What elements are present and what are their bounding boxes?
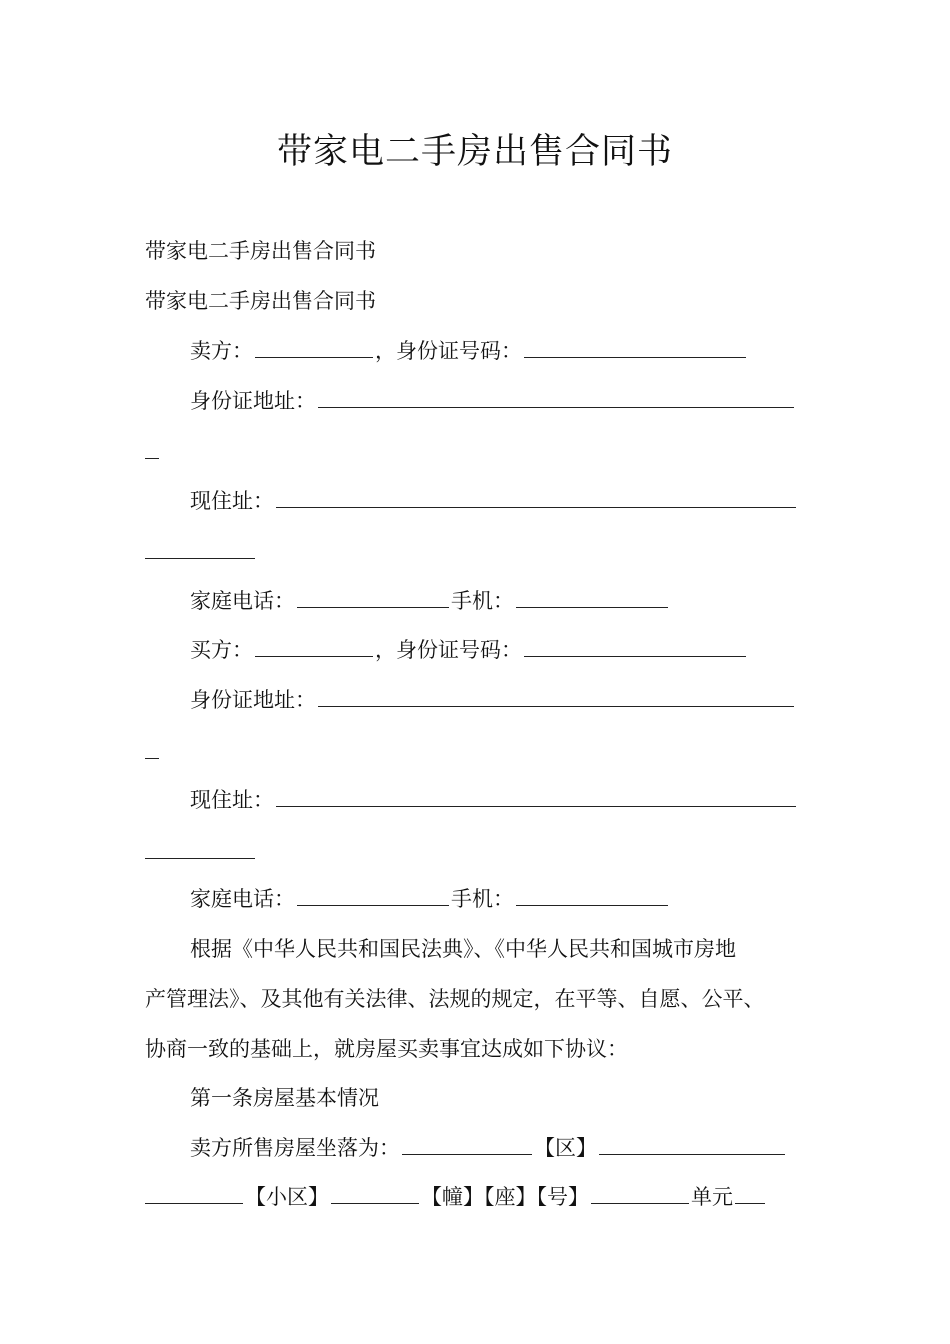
district-blank[interactable] <box>599 1134 785 1155</box>
buyer-id-address-line <box>190 685 796 715</box>
buyer-id-address-blank[interactable] <box>318 686 794 707</box>
property-location-label: 卖方所售房屋坐落为： <box>190 1136 400 1160</box>
seller-id-address-line <box>190 386 796 416</box>
property-location-line <box>190 1133 787 1163</box>
seller-id-address-label: 身份证地址： <box>190 389 316 413</box>
buyer-phone-line <box>190 884 670 914</box>
seller-current-address-blank[interactable] <box>276 487 796 508</box>
seller-name-blank[interactable] <box>255 337 373 358</box>
buyer-id-label: ，身份证号码： <box>375 638 522 662</box>
property-location-line-2 <box>145 1182 767 1212</box>
seller-label: 卖方： <box>190 339 253 363</box>
buyer-current-address-blank-wrap[interactable] <box>145 857 255 859</box>
city-blank[interactable] <box>402 1134 532 1155</box>
article-1-title: 第一条房屋基本情况 <box>190 1086 379 1110</box>
district-label: 【区】 <box>534 1136 597 1160</box>
document-title: 带家电二手房出售合同书 <box>276 132 673 172</box>
basis-paragraph-line-3: 协商一致的基础上，就房屋买卖事宜达成如下协议： <box>145 1037 628 1061</box>
buyer-current-address-line <box>190 785 798 815</box>
basis-paragraph-line-1: 根据《中华人民共和国民法典》、《中华人民共和国城市房地 <box>190 937 736 961</box>
buyer-mobile-blank[interactable] <box>516 885 668 906</box>
buyer-current-address-label: 现住址： <box>190 788 274 812</box>
buyer-mobile-label: 手机： <box>451 887 514 911</box>
subtitle-line-2: 带家电二手房出售合同书 <box>145 289 376 313</box>
seller-current-address-label: 现住址： <box>190 489 274 513</box>
subtitle-line-1: 带家电二手房出售合同书 <box>145 239 376 263</box>
buyer-home-phone-label: 家庭电话： <box>190 887 295 911</box>
seller-phone-line <box>190 586 670 616</box>
buyer-current-address-blank[interactable] <box>276 786 796 807</box>
buyer-id-address-blank-wrap[interactable] <box>145 757 159 759</box>
number-blank[interactable] <box>591 1183 689 1204</box>
community-blank[interactable] <box>331 1183 419 1204</box>
seller-id-blank[interactable] <box>524 337 746 358</box>
unit-blank[interactable] <box>735 1183 765 1204</box>
seller-id-address-blank-wrap[interactable] <box>145 457 159 459</box>
unit-label: 单元 <box>691 1185 733 1209</box>
street-blank[interactable] <box>145 1183 243 1204</box>
buyer-label: 买方： <box>190 638 253 662</box>
basis-paragraph-line-2: 产管理法》、及其他有关法律、法规的规定，在平等、自愿、公平、 <box>145 987 765 1011</box>
buyer-id-blank[interactable] <box>524 636 746 657</box>
seller-current-address-blank-wrap[interactable] <box>145 557 255 559</box>
community-label: 【小区】 <box>245 1185 329 1209</box>
seller-id-label: ，身份证号码： <box>375 339 522 363</box>
seller-home-phone-label: 家庭电话： <box>190 589 295 613</box>
seller-current-address-line <box>190 486 798 516</box>
buyer-line <box>190 635 748 665</box>
seller-id-address-blank[interactable] <box>318 387 794 408</box>
seller-mobile-label: 手机： <box>451 589 514 613</box>
buyer-id-address-label: 身份证地址： <box>190 688 316 712</box>
seller-home-phone-blank[interactable] <box>297 587 449 608</box>
seller-mobile-blank[interactable] <box>516 587 668 608</box>
seller-line <box>190 336 748 366</box>
buyer-home-phone-blank[interactable] <box>297 885 449 906</box>
building-label: 【幢】【座】【号】 <box>421 1185 589 1209</box>
buyer-name-blank[interactable] <box>255 636 373 657</box>
